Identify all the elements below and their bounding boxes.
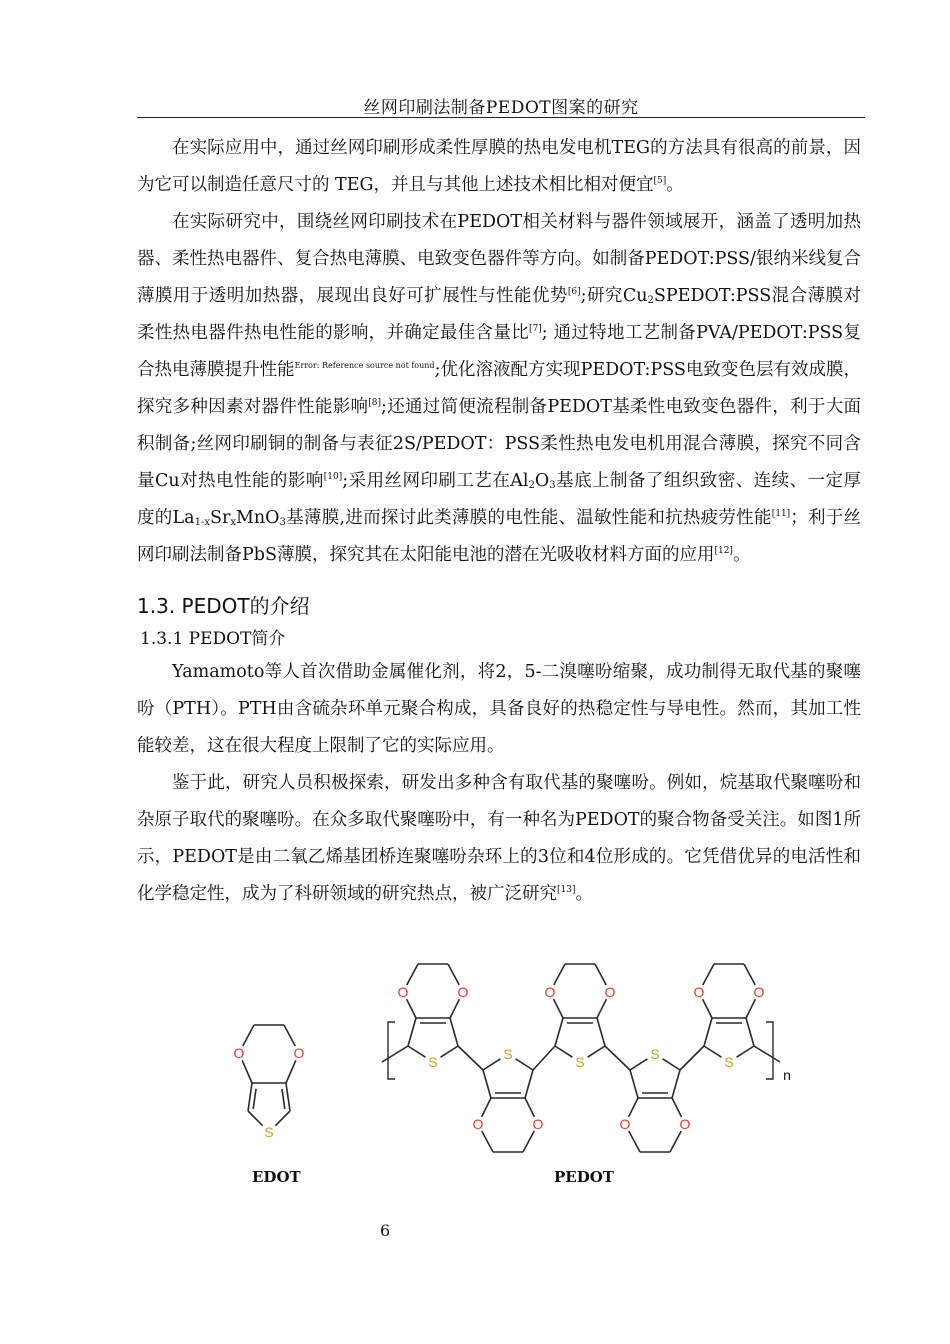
bond <box>408 1018 416 1046</box>
terminal-bond <box>754 1046 780 1062</box>
bond <box>744 964 755 985</box>
bond <box>670 1131 681 1152</box>
citation-5: [5] <box>653 176 667 186</box>
sulfur-atom: S <box>724 1054 734 1070</box>
bond <box>448 964 459 985</box>
citation-10: [10] <box>323 472 343 482</box>
oxygen-atom: O <box>293 1045 305 1061</box>
citation-6: [6] <box>567 287 581 297</box>
section-heading: 1.3. PEDOT的介绍 <box>137 594 310 618</box>
sulfur-atom: S <box>264 1124 274 1140</box>
bond <box>554 964 565 985</box>
bond <box>483 1059 500 1070</box>
paragraph-4 <box>137 765 861 913</box>
p2-seg-h: 基底上制备了组织致密、连续、一定厚度的La <box>137 471 861 528</box>
inter-ring-bond <box>605 1046 630 1070</box>
bond <box>672 1098 681 1117</box>
chemical-structures <box>0 940 950 1200</box>
inter-ring-bond <box>680 1046 704 1070</box>
p2-seg-e: ;优化溶液配方实现PEDOT:PSS电致变色层有效成膜，探究多种因素对器件性能影响 <box>137 360 862 417</box>
inter-ring-bond <box>533 1046 555 1070</box>
p2-seg-k: 。 <box>732 545 751 565</box>
page-number: 6 <box>380 1221 391 1240</box>
terminal-bond <box>382 1046 408 1062</box>
bond <box>407 964 418 985</box>
bond <box>630 1059 647 1070</box>
oxygen-atom: O <box>472 1116 484 1132</box>
citation-12: [12] <box>714 546 733 556</box>
inter-ring-bond <box>458 1046 483 1070</box>
bond <box>482 1131 493 1152</box>
bond <box>284 1025 295 1046</box>
oxygen-atom: O <box>457 984 469 1000</box>
p2-seg-h2: Sr <box>209 508 231 528</box>
right-bracket <box>766 1022 773 1079</box>
oxygen-atom: O <box>753 984 765 1000</box>
sulfur-atom: S <box>503 1046 513 1062</box>
bond <box>704 1018 712 1046</box>
subsection-heading: 1.3.1 PEDOT简介 <box>140 629 286 649</box>
paragraph-2 <box>137 204 861 574</box>
p2-seg-i: 基薄膜,进而探讨此类薄膜的电性能、温敏性能和抗热疲劳性能 <box>285 508 772 528</box>
bond <box>525 1070 533 1098</box>
paragraph-1-text: 在实际应用中，通过丝网印刷形成柔性厚膜的热电发电机TEG的方法具有很高的前景，因为它可以制造任意尺寸的 TEG，并且与其他上述技术相比相对便宜 <box>137 138 861 195</box>
p2-seg-a: 在实际研究中，围绕丝网印刷技术在PEDOT相关材料与器件领域展开，涵盖了透明加热器、柔性热电器件、复合热电薄膜、电致变色器件等方向。如制备PEDOT:PSS/银纳米线复合薄膜用于透明加热器，展现出良好可扩展性与性能优势 <box>137 212 861 306</box>
double-bond <box>253 1089 256 1109</box>
sulfur-atom: S <box>650 1046 660 1062</box>
bond <box>286 1060 296 1083</box>
p2-seg-f: ;还通过简便流程制备PEDOT基柔性电致变色器件，利于大面积制备;丝网印刷铜的制备与表征2S/PEDOT：PSS柔性热电发电机用混合薄膜，探究不同含量Cu对热电性能的影响 <box>137 397 861 491</box>
p2-sub-cu: 2 <box>647 295 654 306</box>
oxygen-atom: O <box>544 984 556 1000</box>
oxygen-atom: O <box>532 1116 544 1132</box>
p2-seg-j: ；利于丝网印刷法制备PbS薄膜，探究其在太阳能电池的潜在光吸收材料方面的应用 <box>137 508 862 565</box>
bond <box>555 1018 563 1046</box>
paragraph-4-end: 。 <box>575 884 593 904</box>
bond <box>242 1060 252 1083</box>
bond <box>629 1098 638 1117</box>
bond <box>630 1070 638 1098</box>
bond <box>737 1046 754 1057</box>
oxygen-atom: O <box>619 1116 631 1132</box>
bond <box>663 1059 680 1070</box>
edot-caption: EDOT <box>252 1168 301 1186</box>
bond <box>408 1046 425 1057</box>
bond <box>746 1018 754 1046</box>
p2-seg-g: ;采用丝网印刷工艺在Al <box>342 471 529 491</box>
citation-13: [13] <box>557 885 576 895</box>
bond <box>523 1131 534 1152</box>
citation-8: [8] <box>368 398 382 408</box>
oxygen-atom: O <box>693 984 705 1000</box>
paragraph-1-end: 。 <box>666 175 684 195</box>
bond <box>597 999 606 1018</box>
bond <box>703 999 712 1018</box>
bond <box>703 964 714 985</box>
bond <box>286 1083 290 1111</box>
p2-seg-h3: MnO <box>235 508 280 528</box>
bond <box>588 1046 605 1057</box>
p2-seg-c: SPEDOT:PSS混合薄膜对柔性热电器件热电性能的影响，并确定最佳含量比 <box>137 286 861 343</box>
header-rule <box>137 117 865 118</box>
bond <box>275 1111 290 1126</box>
bond <box>243 1025 254 1046</box>
bond <box>450 1018 458 1046</box>
bond <box>672 1070 680 1098</box>
bond <box>554 999 563 1018</box>
citation-7: [7] <box>529 324 542 334</box>
sulfur-atom: S <box>428 1054 438 1070</box>
bond <box>595 964 606 985</box>
sulfur-atom: S <box>575 1054 585 1070</box>
bond <box>525 1098 534 1117</box>
bond <box>441 1046 458 1057</box>
bond <box>704 1046 721 1057</box>
double-bond <box>282 1089 285 1109</box>
p2-seg-g2: O <box>534 471 550 491</box>
left-bracket <box>388 1022 395 1079</box>
running-header: 丝网印刷法制备PEDOT图案的研究 <box>363 98 639 118</box>
broken-reference: Error: Reference source not found <box>294 361 435 370</box>
bond <box>516 1059 533 1070</box>
bond <box>597 1018 605 1046</box>
bond <box>629 1131 640 1152</box>
paragraph-3: Yamamoto等人首次借助金属催化剂，将2，5-二溴噻吩缩聚，成功制得无取代基的聚噻吩（PTH）。PTH由含硫杂环单元聚合构成，具备良好的热稳定性与导电性。然而，其加工性能较差，这在很大程度上限制了它的实际应用。 <box>137 662 861 756</box>
bond <box>482 1098 491 1117</box>
figure-1 <box>0 940 950 1200</box>
oxygen-atom: O <box>604 984 616 1000</box>
bond <box>248 1111 263 1126</box>
citation-11: [11] <box>771 509 791 519</box>
bond <box>450 999 459 1018</box>
p2-sub-mno3: 3 <box>279 517 286 528</box>
bond <box>555 1046 572 1057</box>
paragraph-4-text: 鉴于此，研究人员积极探索，研发出多种含有取代基的聚噻吩。例如，烷基取代聚噻吩和杂原子取代的聚噻吩。在众多取代聚噻吩中，有一种名为PEDOT的聚合物备受关注。如图1所示，PEDOT是由二氧乙烯基团桥连聚噻吩杂环上的3位和4位形成的。它凭借优异的电活性和化学稳定性，成为了科研领域的研究热点，被广泛研究 <box>137 773 861 904</box>
p2-seg-d: ; 通过特地工艺制备PVA/PEDOT:PSS复合热电薄膜提升性能 <box>137 323 861 380</box>
bond <box>407 999 416 1018</box>
p2-seg-b: ;研究Cu <box>580 286 648 306</box>
bond <box>746 999 755 1018</box>
pedot-caption: PEDOT <box>554 1168 614 1186</box>
p2-sub-o3: 3 <box>549 480 556 491</box>
bond <box>248 1083 252 1111</box>
body-text <box>137 130 861 913</box>
oxygen-atom: O <box>397 984 409 1000</box>
bond <box>483 1070 491 1098</box>
p2-sub-la: 1-x <box>194 517 210 528</box>
oxygen-atom: O <box>233 1045 245 1061</box>
paragraph-1 <box>137 130 861 204</box>
repeat-subscript: n <box>783 1067 791 1083</box>
p2-sub-sr: x <box>230 517 236 528</box>
oxygen-atom: O <box>679 1116 691 1132</box>
p2-sub-al: 2 <box>528 480 535 491</box>
